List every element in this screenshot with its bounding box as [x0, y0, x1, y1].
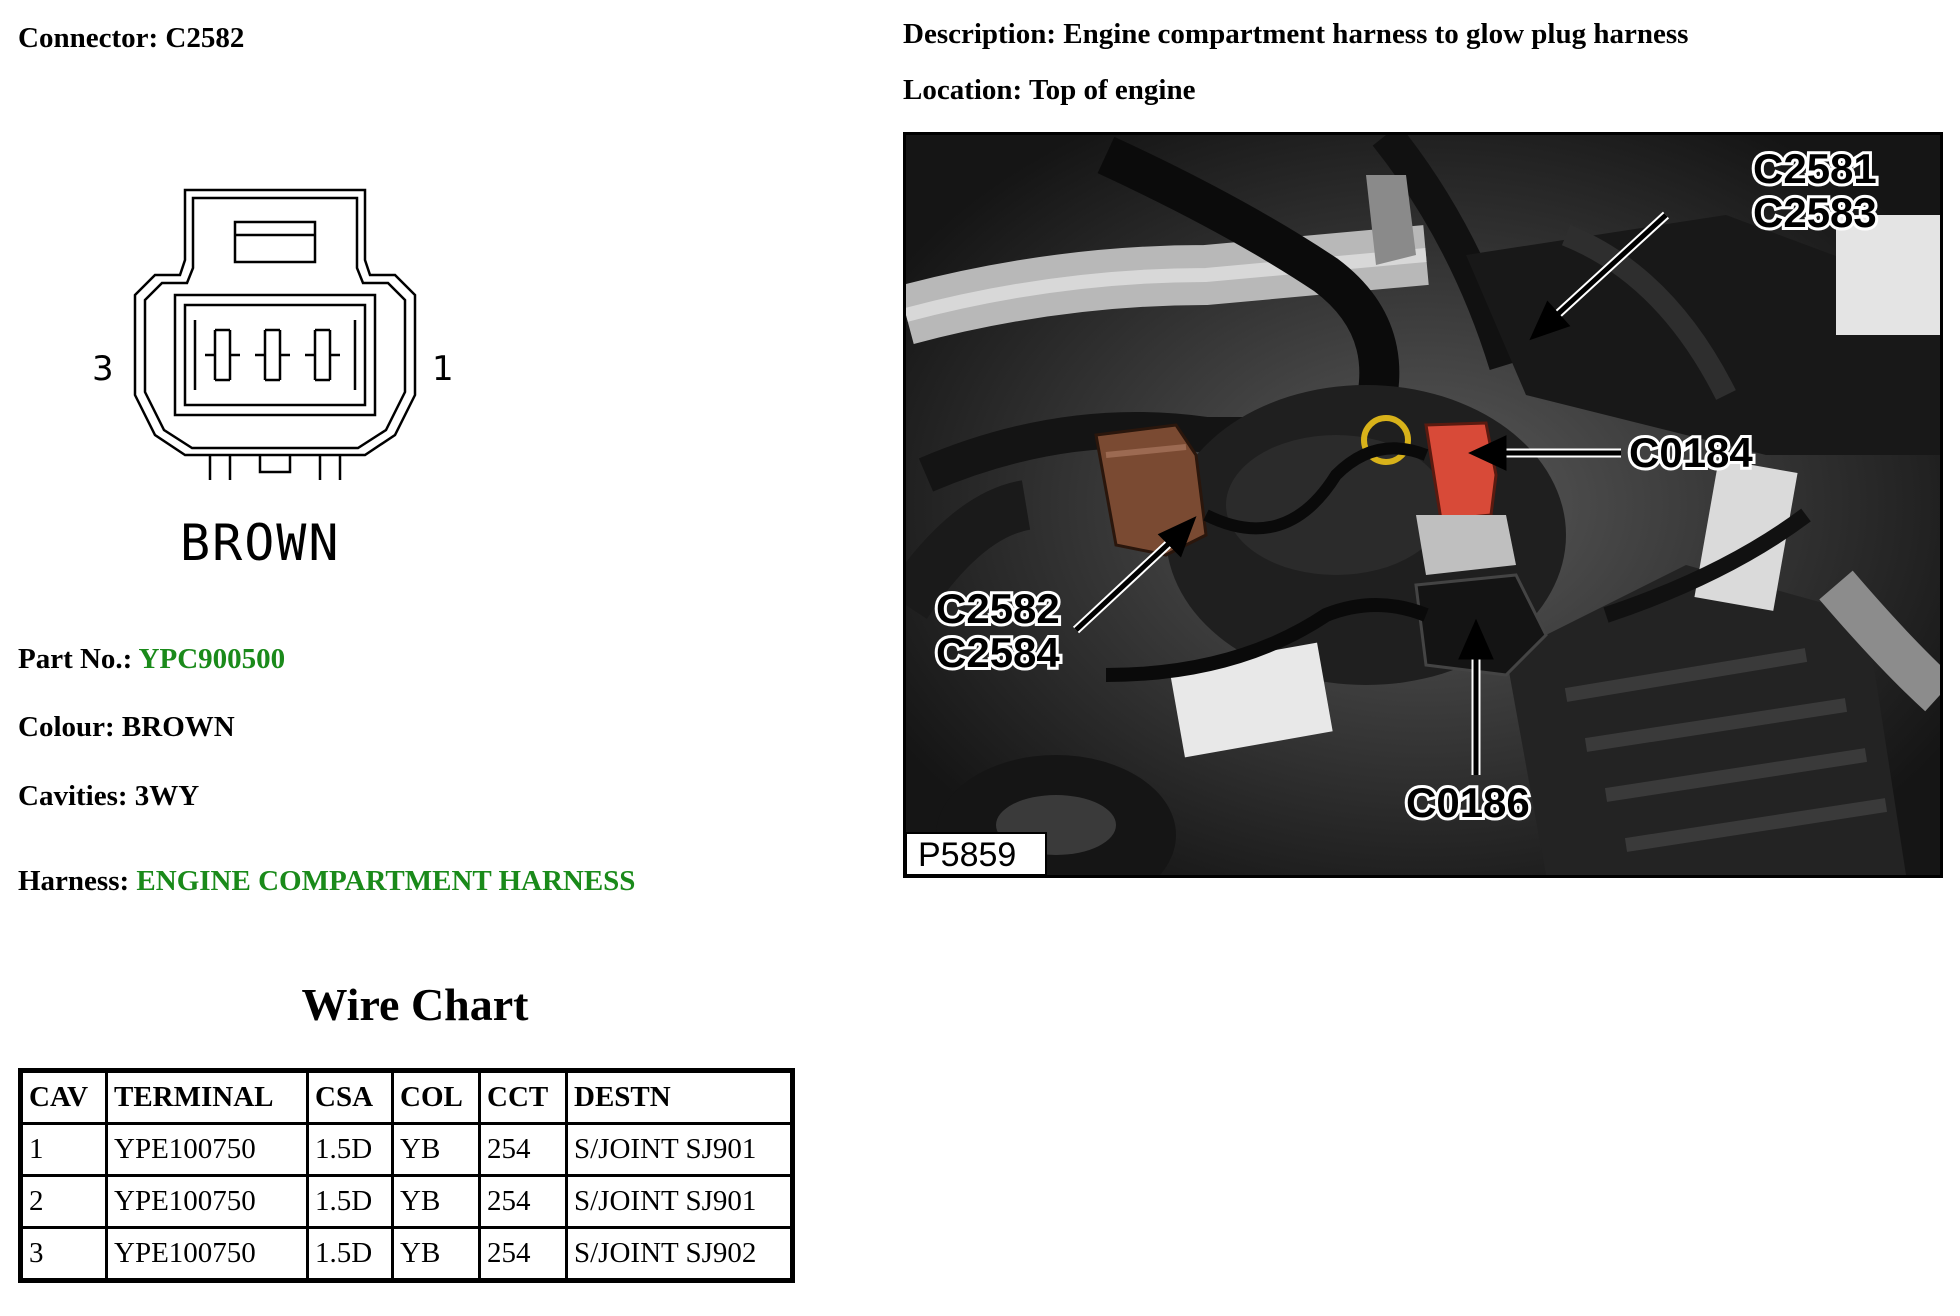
pin-label-left: 3	[92, 349, 114, 389]
part-line	[18, 643, 285, 676]
cell-csa: 1.5D	[308, 1228, 393, 1281]
location-line	[903, 74, 1195, 107]
cell-csa: 1.5D	[308, 1176, 393, 1228]
cell-col: YB	[393, 1176, 480, 1228]
cell-terminal: YPE100750	[107, 1176, 308, 1228]
connector-colour-text: BROWN	[180, 514, 341, 572]
table-row	[21, 1124, 793, 1176]
header-destn: DESTN	[567, 1071, 793, 1124]
cell-cct: 254	[480, 1228, 567, 1281]
callout-c2583: C2583	[1753, 189, 1877, 236]
header-cav: CAV	[21, 1071, 107, 1124]
callout-c0184: C0184	[1629, 429, 1753, 476]
table-header-row	[21, 1071, 793, 1124]
cell-terminal: YPE100750	[107, 1124, 308, 1176]
colour-label: Colour:	[18, 711, 115, 743]
description-label: Description:	[903, 18, 1057, 50]
colour-value: BROWN	[121, 711, 235, 743]
description-value: Engine compartment harness to glow plug harness	[1063, 18, 1689, 50]
engine-location-photo	[903, 132, 1943, 878]
callout-c2584: C2584	[936, 629, 1060, 676]
colour-line	[18, 711, 235, 744]
cell-cav: 1	[21, 1124, 107, 1176]
connector-face-drawing	[80, 180, 480, 580]
header-csa: CSA	[308, 1071, 393, 1124]
cell-cct: 254	[480, 1124, 567, 1176]
table-row	[21, 1228, 793, 1281]
harness-line	[18, 865, 635, 898]
harness-label: Harness:	[18, 865, 130, 897]
callout-c0186: C0186	[1406, 779, 1530, 826]
cavities-value: 3WY	[134, 780, 200, 812]
cell-cav: 2	[21, 1176, 107, 1228]
cavities-label: Cavities:	[18, 780, 128, 812]
photo-id: P5859	[918, 836, 1017, 874]
location-value: Top of engine	[1028, 74, 1196, 106]
cell-destn: S/JOINT SJ902	[567, 1228, 793, 1281]
harness-value: ENGINE COMPARTMENT HARNESS	[136, 865, 636, 897]
cell-cct: 254	[480, 1176, 567, 1228]
cell-terminal: YPE100750	[107, 1228, 308, 1281]
connector-title	[18, 22, 244, 55]
header-terminal: TERMINAL	[107, 1071, 308, 1124]
cell-col: YB	[393, 1124, 480, 1176]
cell-csa: 1.5D	[308, 1124, 393, 1176]
callout-c2581: C2581	[1753, 145, 1877, 192]
wire-chart-title: Wire Chart	[301, 979, 529, 1030]
callout-c2582: C2582	[936, 585, 1060, 632]
location-label: Location:	[903, 74, 1023, 106]
table-row	[21, 1176, 793, 1228]
description-line	[903, 18, 1688, 51]
cell-cav: 3	[21, 1228, 107, 1281]
pin-label-right: 1	[432, 349, 454, 389]
cell-col: YB	[393, 1228, 480, 1281]
connector-label: Connector:	[18, 22, 159, 54]
connector-value: C2582	[165, 22, 245, 54]
header-cct: CCT	[480, 1071, 567, 1124]
cavities-line	[18, 780, 199, 813]
cell-destn: S/JOINT SJ901	[567, 1176, 793, 1228]
engine-photo-illustration	[906, 135, 1940, 875]
header-col: COL	[393, 1071, 480, 1124]
part-value: YPC900500	[138, 643, 286, 675]
part-label: Part No.:	[18, 643, 133, 675]
wire-chart-table	[18, 1068, 795, 1283]
cell-destn: S/JOINT SJ901	[567, 1124, 793, 1176]
